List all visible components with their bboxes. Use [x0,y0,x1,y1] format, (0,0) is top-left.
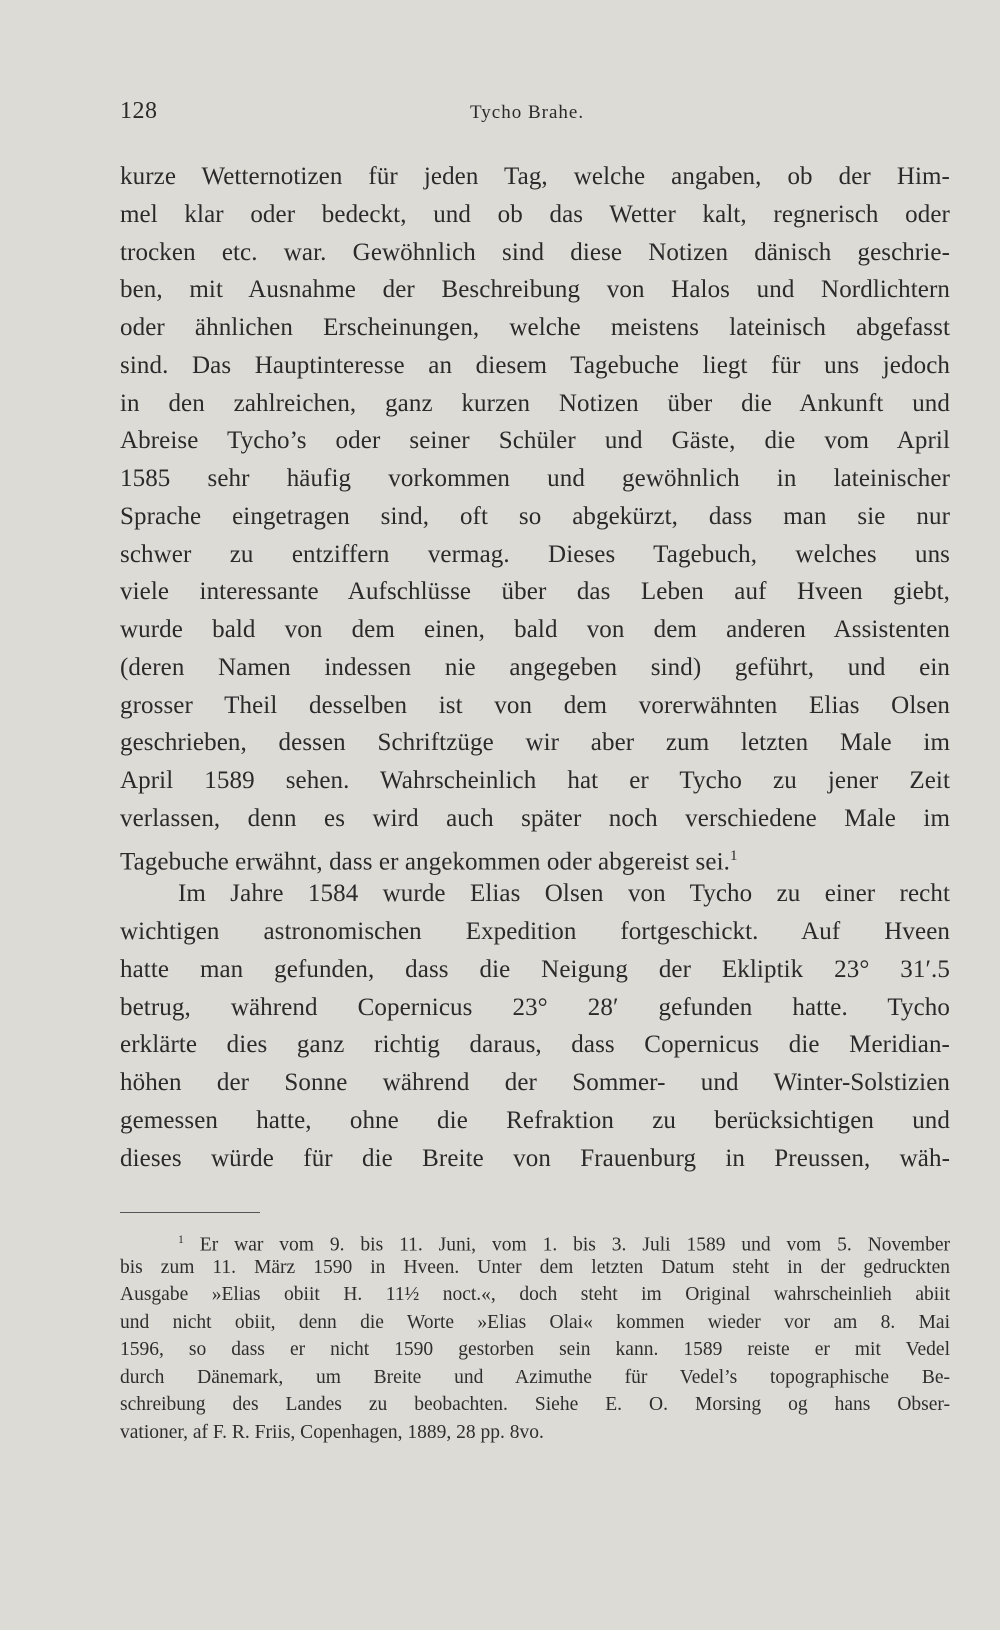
text-line: Im Jahre 1584 wurde Elias Olsen von Tycho zu einer recht [178,880,950,908]
text-line: in den zahlreichen, ganz kurzen Notizen über die Ankunft und [120,389,950,417]
page-number: 128 [120,98,158,124]
page-header [120,98,950,134]
text-line: oder ähnlichen Erscheinungen, welche meistens lateinisch abgefasst [120,314,950,341]
text-line: verlassen, denn es wird auch später noch verschiedene Male im [120,804,950,832]
text-line: kurze Wetternotizen für jeden Tag, welche angaben, ob der Him- [120,163,950,190]
footnote-line: und nicht obiit, denn die Worte »Elias Olai« kommen wieder vor am 8. Mai [120,1311,950,1333]
text-line: betrug, während Copernicus 23° 28′ gefunden hatte. Tycho [120,993,950,1021]
text-line: gemessen hatte, ohne die Refraktion zu berücksichtigen und [120,1106,950,1134]
footnote-line: schreibung des Landes zu beobachten. Siehe E. O. Morsing og hans Obser- [120,1394,950,1415]
footnote-line: bis zum 11. März 1590 in Hveen. Unter dem letzten Datum steht in der gedruckten [120,1256,950,1278]
text-line: Abreise Tycho’s oder seiner Schüler und Gäste, die vom April [120,427,950,455]
text-line: sind. Das Hauptinteresse an diesem Tagebuche liegt für uns jedoch [120,351,950,379]
text-line: wichtigen astronomischen Expedition fortgeschickt. Auf Hveen [120,918,950,945]
text-line: erklärte dies ganz richtig daraus, dass Copernicus die Meridian- [120,1031,950,1059]
main-text [120,158,950,1177]
text-line: dieses würde für die Breite von Frauenburg in Preussen, wäh- [120,1144,950,1172]
footnote-divider [120,1212,260,1213]
text-line: Sprache eingetragen sind, oft so abgekürzt, dass man sie nur [120,502,950,530]
text-line: grosser Theil desselben ist von dem vorerwähnten Elias Olsen [120,691,950,719]
text-line: ben, mit Ausnahme der Beschreibung von Halos und Nordlichtern [120,276,950,304]
text-line: April 1589 sehen. Wahrscheinlich hat er Tycho zu jener Zeit [120,767,950,794]
footnote-line-content: Er war vom 9. bis 11. Juni, vom 1. bis 3. Juli 1589 und vom 5. November [199,1234,951,1256]
text-line: wurde bald von dem einen, bald von dem anderen Assistenten [120,616,950,643]
text-line: höhen der Sonne während der Sommer- und Winter-Solstizien [120,1069,950,1096]
text-line [120,838,950,876]
footnote-marker: 1 [178,1233,184,1246]
text-line: 1585 sehr häufig vorkommen und gewöhnlich in lateinischer [120,465,950,492]
text-line: mel klar oder bedeckt, und ob das Wetter kalt, regnerisch oder [120,200,950,228]
footnote-reference: 1 [729,847,738,864]
footnote-line: durch Dänemark, um Breite und Azimuthe für Vedel’s topographische Be- [120,1366,950,1388]
text-line: schwer zu entziffern vermag. Dieses Tagebuch, welches uns [120,540,950,568]
text-line: hatte man gefunden, dass die Neigung der Ekliptik 23° 31′.5 [120,955,950,983]
footnote [120,1226,950,1446]
text-line: viele interessante Aufschlüsse über das Leben auf Hveen giebt, [120,578,950,606]
footnote-line: Ausgabe »Elias obiit H. 11½ noct.«, doch steht im Original wahrscheinlieh abiit [120,1284,950,1305]
text-line: geschrieben, dessen Schriftzüge wir aber zum letzten Male im [120,729,950,757]
running-title: Tycho Brahe. [470,102,585,123]
text-line-content: Tagebuche erwähnt, dass er angekommen oder abgereist sei. [120,847,730,875]
text-line: (deren Namen indessen nie angegeben sind) geführt, und ein [120,653,950,681]
footnote-line: 1596, so dass er nicht 1590 gestorben sein kann. 1589 reiste er mit Vedel [120,1339,950,1360]
footnote-line: vationer, af F. R. Friis, Copenhagen, 1889, 28 pp. 8vo. [120,1421,544,1443]
text-line: trocken etc. war. Gewöhnlich sind diese Notizen dänisch geschrie- [120,238,950,266]
footnote-line [120,1226,950,1254]
